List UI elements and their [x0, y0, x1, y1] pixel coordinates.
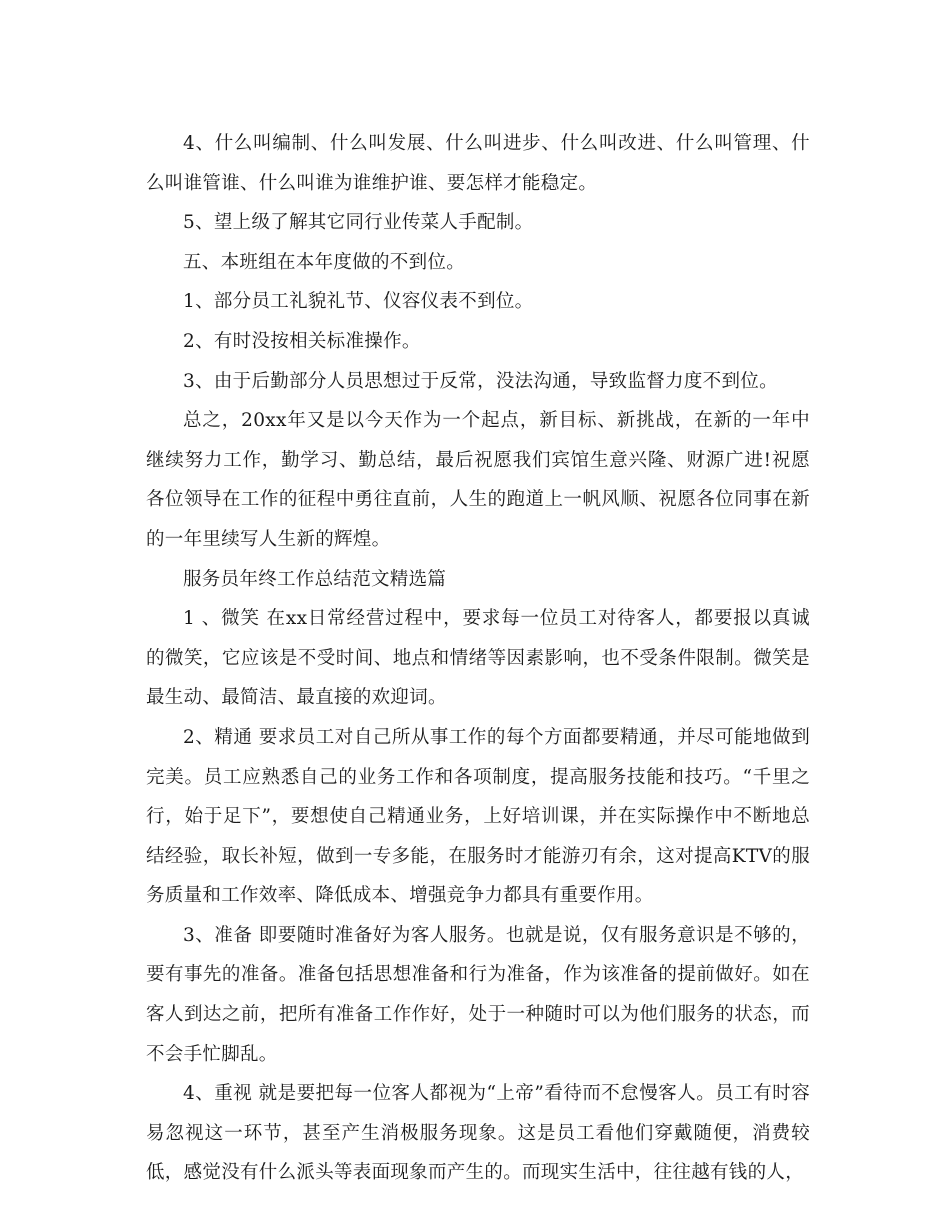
section-title: 服务员年终工作总结范文精选篇 [183, 568, 447, 590]
section-heading-five: 五、本班组在本年度做的不到位。 [183, 251, 466, 273]
paragraph-smile: 1 、微笑 在xx日常经营过程中，要求每一位员工对待客人，都要报以真诚的微笑，它应该是不受时间、地点和情绪等因素影响，也不受条件限制。微笑是最生动、最简洁、最直接的欢迎词。 [146, 608, 810, 709]
paragraph-proficient: 2、精通 要求员工对自己所从事工作的每个方面都要精通，并尽可能地做到完美。员工应熟悉自己的业务工作和各项制度，提高服务技能和技巧。“千里之行，始于足下”，要想使自己精通业务，上好培训课，并在实际操作中不断地总结经验，取长补短，做到一专多能，在服务时才能游刃有余，这对提高KTV的服务质量和工作效率、降低成本、增强竞争力都具有重要作用。 [146, 726, 810, 907]
paragraph-item-5: 5、望上级了解其它同行业传菜人手配制。 [183, 212, 534, 234]
paragraph-item-4: 4、什么叫编制、什么叫发展、什么叫进步、什么叫改进、什么叫管理、什么叫谁管谁、什么叫谁为谁维护谁、要怎样才能稳定。 [146, 133, 810, 194]
paragraph-prepare: 3、准备 即要随时准备好为客人服务。也就是说，仅有服务意识是不够的，要有事先的准备。准备包括思想准备和行为准备，作为该准备的提前做好。如在客人到达之前，把所有准备工作作好，处于一种随时可以为他们服务的状态，而不会手忙脚乱。 [146, 924, 810, 1065]
paragraph-item-1: 1、部分员工礼貌礼节、仪容仪表不到位。 [183, 291, 534, 313]
document-body [146, 124, 810, 1193]
paragraph-conclusion: 总之，20xx年又是以今天作为一个起点，新目标、新挑战，在新的一年中继续努力工作，勤学习、勤总结，最后祝愿我们宾馆生意兴隆、财源广进!祝愿各位领导在工作的征程中勇往直前，人生的跑道上一帆风顺、祝愿各位同事在新的一年里续写人生新的辉煌。 [146, 410, 810, 550]
paragraph-item-3: 3、由于后勤部分人员思想过于反常，没法沟通，导致监督力度不到位。 [183, 370, 778, 392]
paragraph-attention: 4、重视 就是要把每一位客人都视为“上帝”看待而不怠慢客人。员工有时容易忽视这一环节，甚至产生消极服务现象。这是员工看他们穿戴随便，消费较低，感觉没有什么派头等表面现象而产生的。而现实生活中，往往越有钱的人， [146, 1083, 810, 1184]
paragraph-item-2: 2、有时没按相关标准操作。 [183, 330, 421, 352]
